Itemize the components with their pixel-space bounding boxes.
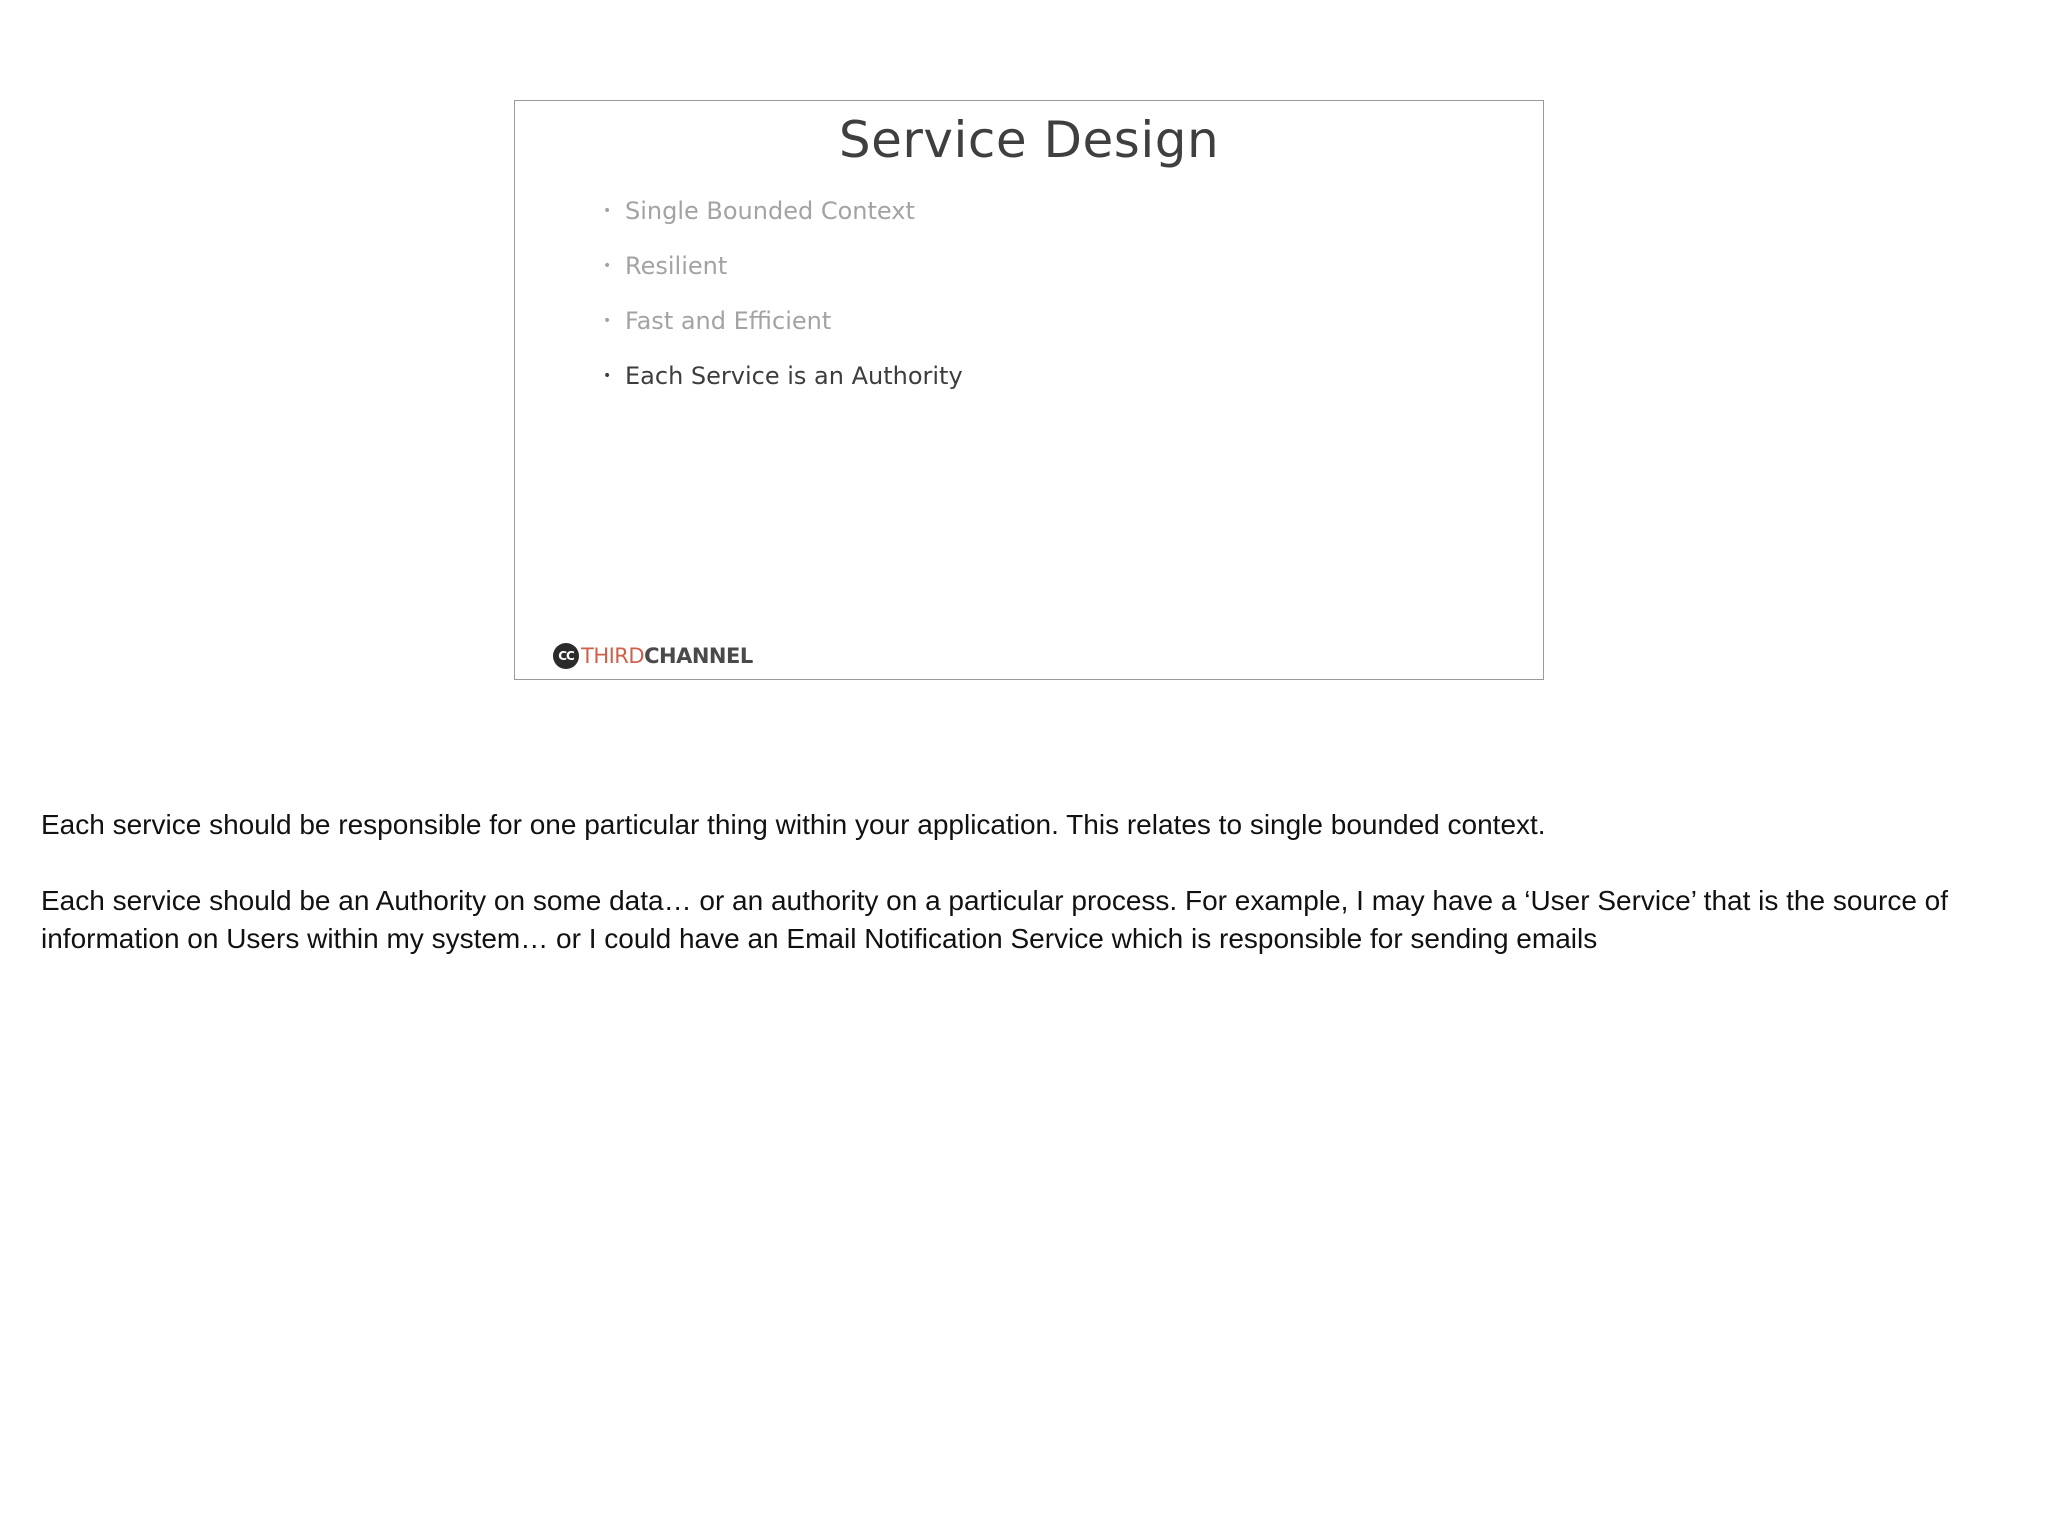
- bullet-item: [603, 238, 963, 293]
- bullet-list: [603, 183, 963, 403]
- bullet-text: Fast and Efficient: [625, 306, 832, 335]
- logo-mark-icon: CC: [553, 643, 579, 669]
- bullet-text: Resilient: [625, 251, 728, 280]
- slide-title: Service Design: [838, 111, 1220, 169]
- slide-frame: [514, 100, 1544, 680]
- bullet-dot-icon: •: [603, 257, 612, 274]
- bullet-dot-icon: •: [603, 202, 612, 219]
- logo-word-third: THIRD: [581, 644, 645, 668]
- bullet-item: [603, 183, 963, 238]
- bullet-item: [603, 348, 963, 403]
- notes-paragraph: Each service should be an Authority on some data… or an authority on a particular process. For example, I may have a ‘User Service’ that is the source of information on Users within my system… or I could have an Email Notification Service which is responsible for sending emails: [41, 885, 1949, 954]
- bullet-dot-icon: •: [603, 367, 612, 384]
- bullet-item: [603, 293, 963, 348]
- logo-word-channel: CHANNEL: [644, 644, 753, 668]
- presenter-notes: [41, 806, 2021, 996]
- bullet-text: Single Bounded Context: [625, 196, 915, 225]
- thirdchannel-logo: [553, 641, 753, 671]
- bullet-dot-icon: •: [603, 312, 612, 329]
- bullet-text: Each Service is an Authority: [625, 361, 963, 390]
- notes-paragraph: Each service should be responsible for one particular thing within your application. This relates to single bounded context.: [41, 809, 1546, 840]
